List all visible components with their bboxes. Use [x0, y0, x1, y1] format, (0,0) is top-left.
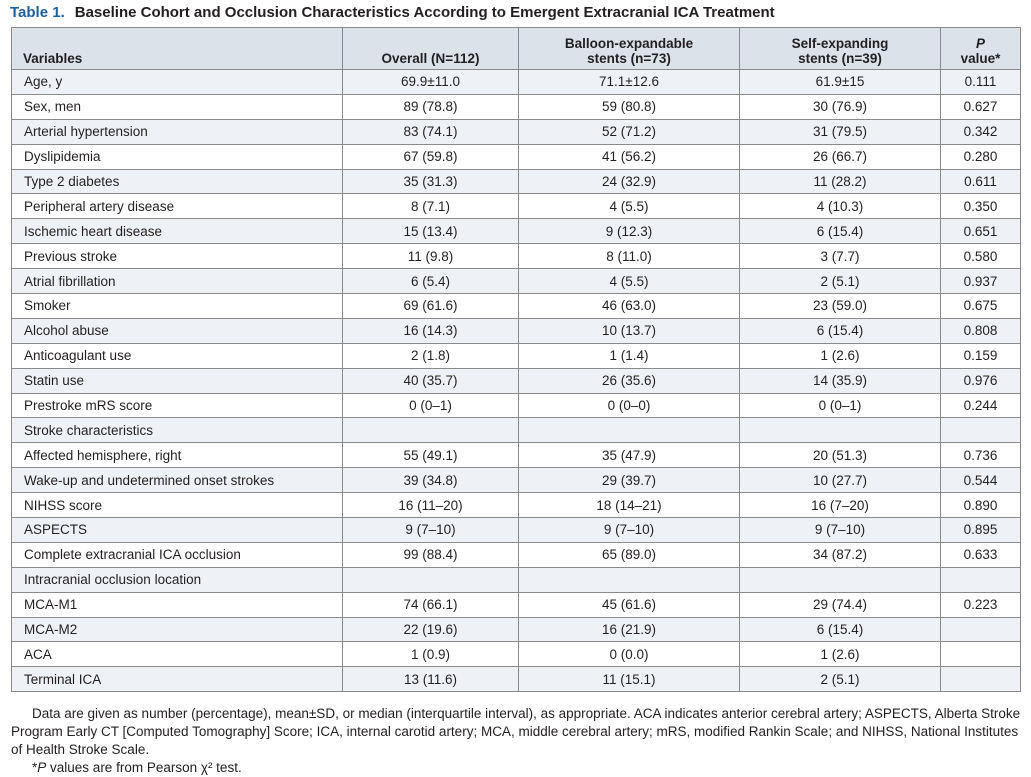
header-balloon-expandable	[519, 28, 740, 70]
header-variables: Variables	[12, 28, 343, 70]
table-row	[12, 318, 1021, 343]
balloon-cell	[519, 567, 740, 592]
overall-cell: 6 (5.4)	[343, 269, 519, 294]
table-row	[12, 269, 1021, 294]
variable-cell: Dyslipidemia	[12, 144, 343, 169]
table-number: Table 1.	[10, 4, 65, 21]
p-value-cell: 0.675	[941, 294, 1021, 319]
p-value-cell: 0.342	[941, 119, 1021, 144]
self-expanding-cell: 9 (7–10)	[740, 518, 941, 543]
footnote-p-value-note	[11, 759, 1023, 777]
table-row	[12, 219, 1021, 244]
table-row	[12, 493, 1021, 518]
overall-cell: 9 (7–10)	[343, 518, 519, 543]
overall-cell: 74 (66.1)	[343, 592, 519, 617]
overall-cell: 1 (0.9)	[343, 642, 519, 667]
overall-cell: 13 (11.6)	[343, 667, 519, 692]
overall-cell: 35 (31.3)	[343, 169, 519, 194]
variable-cell: Terminal ICA	[12, 667, 343, 692]
table-row	[12, 70, 1021, 95]
p-value-cell: 0.350	[941, 194, 1021, 219]
p-value-cell: 0.159	[941, 343, 1021, 368]
p-value-cell: 0.111	[941, 70, 1021, 95]
balloon-cell: 9 (12.3)	[519, 219, 740, 244]
balloon-cell: 35 (47.9)	[519, 443, 740, 468]
balloon-cell: 46 (63.0)	[519, 294, 740, 319]
p-value-cell: 0.633	[941, 542, 1021, 567]
self-expanding-cell: 4 (10.3)	[740, 194, 941, 219]
p-value-cell: 0.937	[941, 269, 1021, 294]
p-value-cell: 0.736	[941, 443, 1021, 468]
self-expanding-cell: 14 (35.9)	[740, 368, 941, 393]
self-expanding-cell: 3 (7.7)	[740, 244, 941, 269]
p-value-cell: 0.895	[941, 518, 1021, 543]
p-value-cell: 0.890	[941, 493, 1021, 518]
balloon-cell: 0 (0.0)	[519, 642, 740, 667]
variable-cell: Complete extracranial ICA occlusion	[12, 542, 343, 567]
header-balloon-line-1: Balloon-expandable	[564, 36, 694, 51]
table-row	[12, 592, 1021, 617]
variable-cell: Wake-up and undetermined onset strokes	[12, 468, 343, 493]
variable-cell: Sex, men	[12, 94, 343, 119]
balloon-cell: 71.1±12.6	[519, 70, 740, 95]
variable-cell: Intracranial occlusion location	[12, 567, 343, 592]
variable-cell: MCA-M1	[12, 592, 343, 617]
self-expanding-cell: 6 (15.4)	[740, 219, 941, 244]
overall-cell: 22 (19.6)	[343, 617, 519, 642]
self-expanding-cell: 6 (15.4)	[740, 617, 941, 642]
variable-cell: Affected hemisphere, right	[12, 443, 343, 468]
balloon-cell: 4 (5.5)	[519, 194, 740, 219]
table-row	[12, 518, 1021, 543]
balloon-cell: 24 (32.9)	[519, 169, 740, 194]
self-expanding-cell: 1 (2.6)	[740, 642, 941, 667]
table-row	[12, 144, 1021, 169]
overall-cell: 83 (74.1)	[343, 119, 519, 144]
variable-cell: Anticoagulant use	[12, 343, 343, 368]
variable-cell: Peripheral artery disease	[12, 194, 343, 219]
variable-cell: Previous stroke	[12, 244, 343, 269]
p-value-cell: 0.808	[941, 318, 1021, 343]
table-row	[12, 194, 1021, 219]
table-row	[12, 418, 1021, 443]
self-expanding-cell: 31 (79.5)	[740, 119, 941, 144]
table-row	[12, 617, 1021, 642]
variable-cell: Atrial fibrillation	[12, 269, 343, 294]
table-row	[12, 294, 1021, 319]
self-expanding-cell: 29 (74.4)	[740, 592, 941, 617]
table-row	[12, 542, 1021, 567]
self-expanding-cell	[740, 567, 941, 592]
variable-cell: Ischemic heart disease	[12, 219, 343, 244]
overall-cell	[343, 418, 519, 443]
table-footnote	[11, 705, 1023, 777]
balloon-cell: 16 (21.9)	[519, 617, 740, 642]
footnote-star: *	[32, 760, 38, 775]
variable-cell: Smoker	[12, 294, 343, 319]
header-balloon-line-2: stents (n=73)	[587, 51, 671, 66]
footnote-p: P	[37, 760, 47, 775]
self-expanding-cell: 30 (76.9)	[740, 94, 941, 119]
balloon-cell: 0 (0–0)	[519, 393, 740, 418]
self-expanding-cell: 23 (59.0)	[740, 294, 941, 319]
balloon-cell: 8 (11.0)	[519, 244, 740, 269]
variable-cell: Prestroke mRS score	[12, 393, 343, 418]
p-value-cell: 0.627	[941, 94, 1021, 119]
self-expanding-cell: 2 (5.1)	[740, 269, 941, 294]
self-expanding-cell: 26 (66.7)	[740, 144, 941, 169]
characteristics-table	[11, 27, 1021, 692]
overall-cell: 67 (59.8)	[343, 144, 519, 169]
variable-cell: MCA-M2	[12, 617, 343, 642]
variable-cell: NIHSS score	[12, 493, 343, 518]
table-row	[12, 368, 1021, 393]
header-p-line-2: value*	[960, 51, 1001, 66]
balloon-cell: 4 (5.5)	[519, 269, 740, 294]
overall-cell: 40 (35.7)	[343, 368, 519, 393]
overall-cell: 15 (13.4)	[343, 219, 519, 244]
variable-cell: Arterial hypertension	[12, 119, 343, 144]
table-row	[12, 94, 1021, 119]
balloon-cell: 18 (14–21)	[519, 493, 740, 518]
p-value-cell: 0.651	[941, 219, 1021, 244]
self-expanding-cell: 10 (27.7)	[740, 468, 941, 493]
balloon-cell: 1 (1.4)	[519, 343, 740, 368]
p-value-cell	[941, 567, 1021, 592]
self-expanding-cell: 6 (15.4)	[740, 318, 941, 343]
p-value-cell: 0.976	[941, 368, 1021, 393]
overall-cell: 55 (49.1)	[343, 443, 519, 468]
balloon-cell: 41 (56.2)	[519, 144, 740, 169]
table-row	[12, 567, 1021, 592]
balloon-cell: 26 (35.6)	[519, 368, 740, 393]
p-value-cell: 0.580	[941, 244, 1021, 269]
header-self-expanding	[740, 28, 941, 70]
p-value-cell	[941, 667, 1021, 692]
table-row	[12, 169, 1021, 194]
p-value-cell	[941, 418, 1021, 443]
variable-cell: ASPECTS	[12, 518, 343, 543]
overall-cell: 16 (11–20)	[343, 493, 519, 518]
overall-cell: 16 (14.3)	[343, 318, 519, 343]
balloon-cell	[519, 418, 740, 443]
header-overall: Overall (N=112)	[343, 28, 519, 70]
p-value-cell: 0.244	[941, 393, 1021, 418]
self-expanding-cell	[740, 418, 941, 443]
balloon-cell: 29 (39.7)	[519, 468, 740, 493]
self-expanding-cell: 1 (2.6)	[740, 343, 941, 368]
footnote-note-text: values are from Pearson χ² test.	[46, 760, 242, 775]
overall-cell	[343, 567, 519, 592]
table-header-row	[12, 28, 1021, 70]
self-expanding-cell: 61.9±15	[740, 70, 941, 95]
self-expanding-cell: 16 (7–20)	[740, 493, 941, 518]
table-caption	[10, 4, 775, 21]
variable-cell: Type 2 diabetes	[12, 169, 343, 194]
p-value-cell: 0.544	[941, 468, 1021, 493]
overall-cell: 99 (88.4)	[343, 542, 519, 567]
overall-cell: 69.9±11.0	[343, 70, 519, 95]
self-expanding-cell: 0 (0–1)	[740, 393, 941, 418]
variable-cell: Statin use	[12, 368, 343, 393]
self-expanding-cell: 34 (87.2)	[740, 542, 941, 567]
overall-cell: 8 (7.1)	[343, 194, 519, 219]
p-value-cell	[941, 617, 1021, 642]
overall-cell: 69 (61.6)	[343, 294, 519, 319]
overall-cell: 89 (78.8)	[343, 94, 519, 119]
p-value-cell: 0.280	[941, 144, 1021, 169]
p-value-cell	[941, 642, 1021, 667]
table-title: Baseline Cohort and Occlusion Characteristics According to Emergent Extracranial ICA Treatment	[74, 4, 775, 21]
table-row	[12, 443, 1021, 468]
footnote-abbreviations: Data are given as number (percentage), mean±SD, or median (interquartile interval), as appropriate. ACA indicates anterior cerebral artery; ASPECTS, Alberta Stroke Program Early CT [Computed Tomography] Score; ICA, internal carotid artery; MCA, middle cerebral artery; mRS, modified Rankin Scale; and NIHSS, National Institutes of Health Stroke Scale.	[11, 706, 1021, 757]
header-self-line-1: Self-expanding	[791, 36, 889, 51]
table-row	[12, 244, 1021, 269]
variable-cell: Age, y	[12, 70, 343, 95]
table-row	[12, 119, 1021, 144]
header-self-line-2: stents (n=39)	[798, 51, 882, 66]
table-row	[12, 667, 1021, 692]
header-p-value	[941, 28, 1021, 70]
self-expanding-cell: 20 (51.3)	[740, 443, 941, 468]
balloon-cell: 45 (61.6)	[519, 592, 740, 617]
balloon-cell: 10 (13.7)	[519, 318, 740, 343]
self-expanding-cell: 11 (28.2)	[740, 169, 941, 194]
header-p-line-1: P	[975, 36, 985, 51]
table-body	[12, 70, 1021, 692]
p-value-cell: 0.223	[941, 592, 1021, 617]
p-value-cell: 0.611	[941, 169, 1021, 194]
balloon-cell: 52 (71.2)	[519, 119, 740, 144]
balloon-cell: 11 (15.1)	[519, 667, 740, 692]
overall-cell: 11 (9.8)	[343, 244, 519, 269]
balloon-cell: 9 (7–10)	[519, 518, 740, 543]
overall-cell: 39 (34.8)	[343, 468, 519, 493]
balloon-cell: 59 (80.8)	[519, 94, 740, 119]
balloon-cell: 65 (89.0)	[519, 542, 740, 567]
variable-cell: ACA	[12, 642, 343, 667]
overall-cell: 2 (1.8)	[343, 343, 519, 368]
table-row	[12, 642, 1021, 667]
table-row	[12, 468, 1021, 493]
table-row	[12, 393, 1021, 418]
variable-cell: Alcohol abuse	[12, 318, 343, 343]
variable-cell: Stroke characteristics	[12, 418, 343, 443]
overall-cell: 0 (0–1)	[343, 393, 519, 418]
self-expanding-cell: 2 (5.1)	[740, 667, 941, 692]
table-row	[12, 343, 1021, 368]
